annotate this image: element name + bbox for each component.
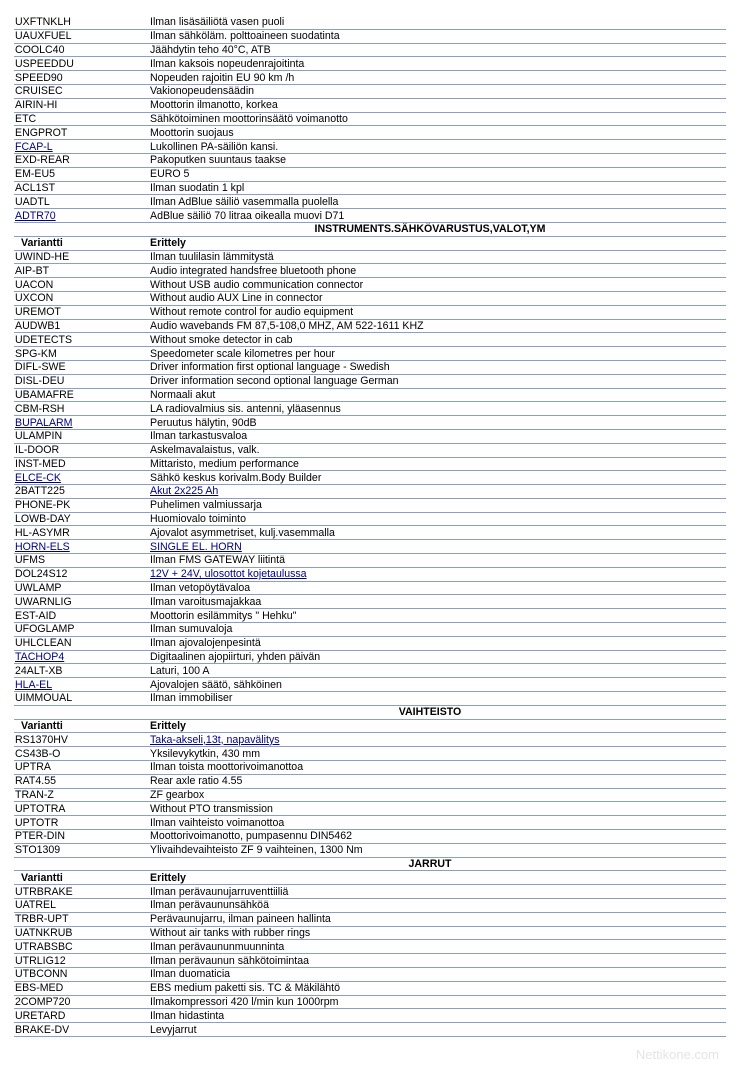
variant-description: Ilman tuulilasin lämmitystä xyxy=(149,250,726,264)
variant-description: Without USB audio communication connector xyxy=(149,278,726,292)
table-row xyxy=(14,195,726,209)
table-row xyxy=(14,830,726,844)
table-row xyxy=(14,623,726,637)
variant-code: TRBR-UPT xyxy=(14,912,149,926)
variant-code: UWIND-HE xyxy=(14,250,149,264)
variant-description: Driver information second optional language German xyxy=(149,374,726,388)
variant-description: Without audio AUX Line in connector xyxy=(149,291,726,305)
table-row xyxy=(14,940,726,954)
watermark: Nettikone.com xyxy=(635,1047,719,1062)
section-title: INSTRUMENTS.SÄHKÖVARUSTUS,VALOT,YM xyxy=(14,222,726,236)
table-row xyxy=(14,181,726,195)
variant-code: ACL1ST xyxy=(14,181,149,195)
variant-description: AdBlue säiliö 70 litraa oikealla muovi D71 xyxy=(149,209,726,223)
variant-code: AIRIN-HI xyxy=(14,98,149,112)
variant-description: Ajovalojen säätö, sähköinen xyxy=(149,678,726,692)
variant-description: Moottorin esilämmitys " Hehku" xyxy=(149,609,726,623)
table-row xyxy=(14,250,726,264)
variant-code: DIFL-SWE xyxy=(14,360,149,374)
variant-description: ZF gearbox xyxy=(149,788,726,802)
table-row xyxy=(14,1009,726,1023)
table-row xyxy=(14,485,726,499)
table-row xyxy=(14,912,726,926)
table-row xyxy=(14,471,726,485)
table-row xyxy=(14,167,726,181)
variant-description: Moottorivoimanotto, pumpasennu DIN5462 xyxy=(149,830,726,844)
table-row xyxy=(14,84,726,98)
table-row xyxy=(14,636,726,650)
variant-description: Ilman FMS GATEWAY liitintä xyxy=(149,554,726,568)
variant-code: CRUISEC xyxy=(14,84,149,98)
table-row xyxy=(14,540,726,554)
table-row xyxy=(14,126,726,140)
variant-code: UFOGLAMP xyxy=(14,623,149,637)
variant-description: EURO 5 xyxy=(149,167,726,181)
variant-description: Rear axle ratio 4.55 xyxy=(149,774,726,788)
table-row xyxy=(14,16,726,29)
variant-description: Ilman lisäsäiliötä vasen puoli xyxy=(149,16,726,29)
table-row xyxy=(14,678,726,692)
variant-code: EBS-MED xyxy=(14,981,149,995)
column-header-variantti: Variantti xyxy=(14,871,149,885)
table-row xyxy=(14,264,726,278)
variant-code: UATNKRUB xyxy=(14,926,149,940)
table-row xyxy=(14,885,726,899)
spec-table-body xyxy=(14,16,726,1036)
section-heading-row xyxy=(14,222,726,236)
variant-code: UTRABSBC xyxy=(14,940,149,954)
variant-description: Without smoke detector in cab xyxy=(149,333,726,347)
variant-code: AIP-BT xyxy=(14,264,149,278)
table-row xyxy=(14,512,726,526)
variant-code[interactable]: ELCE-CK xyxy=(14,471,149,485)
variant-description: Ilman varoitusmajakkaa xyxy=(149,595,726,609)
variant-description: Ilman kaksois nopeudenrajoitinta xyxy=(149,57,726,71)
variant-code: RS1370HV xyxy=(14,733,149,747)
variant-description: Driver information first optional language - Swedish xyxy=(149,360,726,374)
column-header-erittely: Erittely xyxy=(149,719,726,733)
table-row xyxy=(14,29,726,43)
table-row xyxy=(14,843,726,857)
table-row xyxy=(14,761,726,775)
table-row xyxy=(14,443,726,457)
table-row xyxy=(14,57,726,71)
variant-code: RAT4.55 xyxy=(14,774,149,788)
table-row xyxy=(14,416,726,430)
table-row xyxy=(14,209,726,223)
variant-description: Speedometer scale kilometres per hour xyxy=(149,347,726,361)
variant-code: UWARNLIG xyxy=(14,595,149,609)
variant-description[interactable]: Akut 2x225 Ah xyxy=(149,485,726,499)
variant-description: Peruutus hälytin, 90dB xyxy=(149,416,726,430)
variant-code: UTBCONN xyxy=(14,967,149,981)
table-row xyxy=(14,360,726,374)
table-row xyxy=(14,981,726,995)
table-row xyxy=(14,954,726,968)
table-row xyxy=(14,43,726,57)
variant-description: Jäähdytin teho 40°C, ATB xyxy=(149,43,726,57)
variant-code: SPG-KM xyxy=(14,347,149,361)
variant-code: EST-AID xyxy=(14,609,149,623)
variant-description: Yksilevykytkin, 430 mm xyxy=(149,747,726,761)
table-row xyxy=(14,899,726,913)
section-title: VAIHTEISTO xyxy=(14,705,726,719)
variant-description: Mittaristo, medium performance xyxy=(149,457,726,471)
table-row xyxy=(14,788,726,802)
spec-table xyxy=(14,16,726,1037)
section-heading-row xyxy=(14,705,726,719)
variant-description: Perävaunujarru, ilman paineen hallinta xyxy=(149,912,726,926)
variant-description: Ilman vaihteisto voimanottoa xyxy=(149,816,726,830)
table-row xyxy=(14,733,726,747)
variant-code: ETC xyxy=(14,112,149,126)
variant-description: Ilman suodatin 1 kpl xyxy=(149,181,726,195)
column-header-row xyxy=(14,236,726,250)
table-row xyxy=(14,388,726,402)
variant-description: Normaali akut xyxy=(149,388,726,402)
variant-description: Ilman perävaununmuunninta xyxy=(149,940,726,954)
variant-description: Nopeuden rajoitin EU 90 km /h xyxy=(149,71,726,85)
variant-description: Without remote control for audio equipment xyxy=(149,305,726,319)
variant-description: Ilman perävaunujarruventtiiliä xyxy=(149,885,726,899)
variant-code[interactable]: ADTR70 xyxy=(14,209,149,223)
variant-description: Huomiovalo toiminto xyxy=(149,512,726,526)
variant-description: Without PTO transmission xyxy=(149,802,726,816)
column-header-erittely: Erittely xyxy=(149,871,726,885)
variant-description: Sähkö keskus korivalm.Body Builder xyxy=(149,471,726,485)
variant-code: AUDWB1 xyxy=(14,319,149,333)
table-row xyxy=(14,650,726,664)
variant-description: Ilman tarkastusvaloa xyxy=(149,429,726,443)
table-row xyxy=(14,112,726,126)
variant-code: ENGPROT xyxy=(14,126,149,140)
variant-code: UXFTNKLH xyxy=(14,16,149,29)
table-row xyxy=(14,305,726,319)
variant-code: EXD-REAR xyxy=(14,153,149,167)
variant-code: UAUXFUEL xyxy=(14,29,149,43)
table-row xyxy=(14,692,726,706)
column-header-erittely: Erittely xyxy=(149,236,726,250)
table-row xyxy=(14,816,726,830)
variant-code: UBAMAFRE xyxy=(14,388,149,402)
variant-description: Pakoputken suuntaus taakse xyxy=(149,153,726,167)
variant-description: Sähkötoiminen moottorinsäätö voimanotto xyxy=(149,112,726,126)
variant-code: STO1309 xyxy=(14,843,149,857)
variant-description: Moottorin ilmanotto, korkea xyxy=(149,98,726,112)
table-row xyxy=(14,140,726,154)
variant-code[interactable]: FCAP-L xyxy=(14,140,149,154)
variant-code[interactable]: BUPALARM xyxy=(14,416,149,430)
variant-code: DOL24S12 xyxy=(14,567,149,581)
table-row xyxy=(14,153,726,167)
variant-description: Ilman sähköläm. polttoaineen suodatinta xyxy=(149,29,726,43)
variant-code: PTER-DIN xyxy=(14,830,149,844)
variant-description: Audio integrated handsfree bluetooth phone xyxy=(149,264,726,278)
table-row xyxy=(14,457,726,471)
variant-description: Without air tanks with rubber rings xyxy=(149,926,726,940)
variant-description: Ilman perävaununsähköä xyxy=(149,899,726,913)
table-row xyxy=(14,347,726,361)
variant-description: Ilman ajovalojenpesintä xyxy=(149,636,726,650)
variant-code: HL-ASYMR xyxy=(14,526,149,540)
table-row xyxy=(14,1023,726,1037)
table-row xyxy=(14,802,726,816)
variant-description: Ilmakompressori 420 l/min kun 1000rpm xyxy=(149,995,726,1009)
variant-code: CS43B-O xyxy=(14,747,149,761)
variant-description: Ilman immobiliser xyxy=(149,692,726,706)
variant-code[interactable]: HORN-ELS xyxy=(14,540,149,554)
variant-description[interactable]: Taka-akseli,13t, napavälitys xyxy=(149,733,726,747)
table-row xyxy=(14,498,726,512)
variant-description: EBS medium paketti sis. TC & Mäkilähtö xyxy=(149,981,726,995)
variant-code: COOLC40 xyxy=(14,43,149,57)
table-row xyxy=(14,747,726,761)
table-row xyxy=(14,995,726,1009)
table-row xyxy=(14,402,726,416)
table-row xyxy=(14,319,726,333)
variant-code: DISL-DEU xyxy=(14,374,149,388)
table-row xyxy=(14,774,726,788)
variant-description: Vakionopeudensäädin xyxy=(149,84,726,98)
variant-code: UIMMOUAL xyxy=(14,692,149,706)
variant-description: Askelmavalaistus, valk. xyxy=(149,443,726,457)
variant-code: UPTRA xyxy=(14,761,149,775)
variant-description: Ilman vetopöytävaloa xyxy=(149,581,726,595)
variant-description: Puhelimen valmiussarja xyxy=(149,498,726,512)
column-header-row xyxy=(14,871,726,885)
table-row xyxy=(14,581,726,595)
table-row xyxy=(14,526,726,540)
variant-description: Ylivaihdevaihteisto ZF 9 vaihteinen, 1300 Nm xyxy=(149,843,726,857)
variant-code: ULAMPIN xyxy=(14,429,149,443)
table-row xyxy=(14,429,726,443)
variant-code: UWLAMP xyxy=(14,581,149,595)
table-row xyxy=(14,71,726,85)
variant-code: LOWB-DAY xyxy=(14,512,149,526)
variant-code: BRAKE-DV xyxy=(14,1023,149,1037)
column-header-variantti: Variantti xyxy=(14,236,149,250)
variant-code: UTRLIG12 xyxy=(14,954,149,968)
variant-code[interactable]: HLA-EL xyxy=(14,678,149,692)
variant-code[interactable]: TACHOP4 xyxy=(14,650,149,664)
variant-code: UPTOTR xyxy=(14,816,149,830)
variant-code: PHONE-PK xyxy=(14,498,149,512)
variant-code: UREMOT xyxy=(14,305,149,319)
column-header-variantti: Variantti xyxy=(14,719,149,733)
table-row xyxy=(14,374,726,388)
variant-code: SPEED90 xyxy=(14,71,149,85)
variant-code: UFMS xyxy=(14,554,149,568)
table-row xyxy=(14,291,726,305)
column-header-row xyxy=(14,719,726,733)
table-row xyxy=(14,926,726,940)
variant-description: Levyjarrut xyxy=(149,1023,726,1037)
section-title: JARRUT xyxy=(14,857,726,871)
variant-code: UATREL xyxy=(14,899,149,913)
variant-description: Ilman toista moottorivoimanottoa xyxy=(149,761,726,775)
variant-code: UPTOTRA xyxy=(14,802,149,816)
variant-description: Ajovalot asymmetriset, kulj.vasemmalla xyxy=(149,526,726,540)
table-row xyxy=(14,333,726,347)
variant-code: UTRBRAKE xyxy=(14,885,149,899)
variant-description: Ilman perävaunun sähkötoimintaa xyxy=(149,954,726,968)
table-row xyxy=(14,98,726,112)
variant-code: IL-DOOR xyxy=(14,443,149,457)
table-row xyxy=(14,278,726,292)
variant-description: Ilman duomaticia xyxy=(149,967,726,981)
variant-description: Ilman hidastinta xyxy=(149,1009,726,1023)
variant-code: TRAN-Z xyxy=(14,788,149,802)
variant-code: INST-MED xyxy=(14,457,149,471)
table-row xyxy=(14,554,726,568)
table-row xyxy=(14,595,726,609)
variant-description[interactable]: SINGLE EL. HORN xyxy=(149,540,726,554)
variant-description: Laturi, 100 A xyxy=(149,664,726,678)
variant-code: UDETECTS xyxy=(14,333,149,347)
variant-description: Ilman AdBlue säiliö vasemmalla puolella xyxy=(149,195,726,209)
variant-code: EM-EU5 xyxy=(14,167,149,181)
variant-description: Ilman sumuvaloja xyxy=(149,623,726,637)
table-row xyxy=(14,567,726,581)
variant-description: Audio wavebands FM 87,5-108,0 MHZ, AM 522-1611 KHZ xyxy=(149,319,726,333)
variant-code: UACON xyxy=(14,278,149,292)
variant-code: 2COMP720 xyxy=(14,995,149,1009)
variant-code: 2BATT225 xyxy=(14,485,149,499)
variant-description: Digitaalinen ajopiirturi, yhden päivän xyxy=(149,650,726,664)
variant-description[interactable]: 12V + 24V, ulosottot kojetaulussa xyxy=(149,567,726,581)
variant-description: LA radiovalmius sis. antenni, yläasennus xyxy=(149,402,726,416)
variant-code: URETARD xyxy=(14,1009,149,1023)
table-row xyxy=(14,609,726,623)
variant-description: Moottorin suojaus xyxy=(149,126,726,140)
variant-code: UADTL xyxy=(14,195,149,209)
variant-code: 24ALT-XB xyxy=(14,664,149,678)
variant-code: USPEEDDU xyxy=(14,57,149,71)
variant-code: UXCON xyxy=(14,291,149,305)
variant-description: Lukollinen PA-säiliön kansi. xyxy=(149,140,726,154)
section-heading-row xyxy=(14,857,726,871)
table-row xyxy=(14,967,726,981)
variant-code: UHLCLEAN xyxy=(14,636,149,650)
variant-code: CBM-RSH xyxy=(14,402,149,416)
table-row xyxy=(14,664,726,678)
